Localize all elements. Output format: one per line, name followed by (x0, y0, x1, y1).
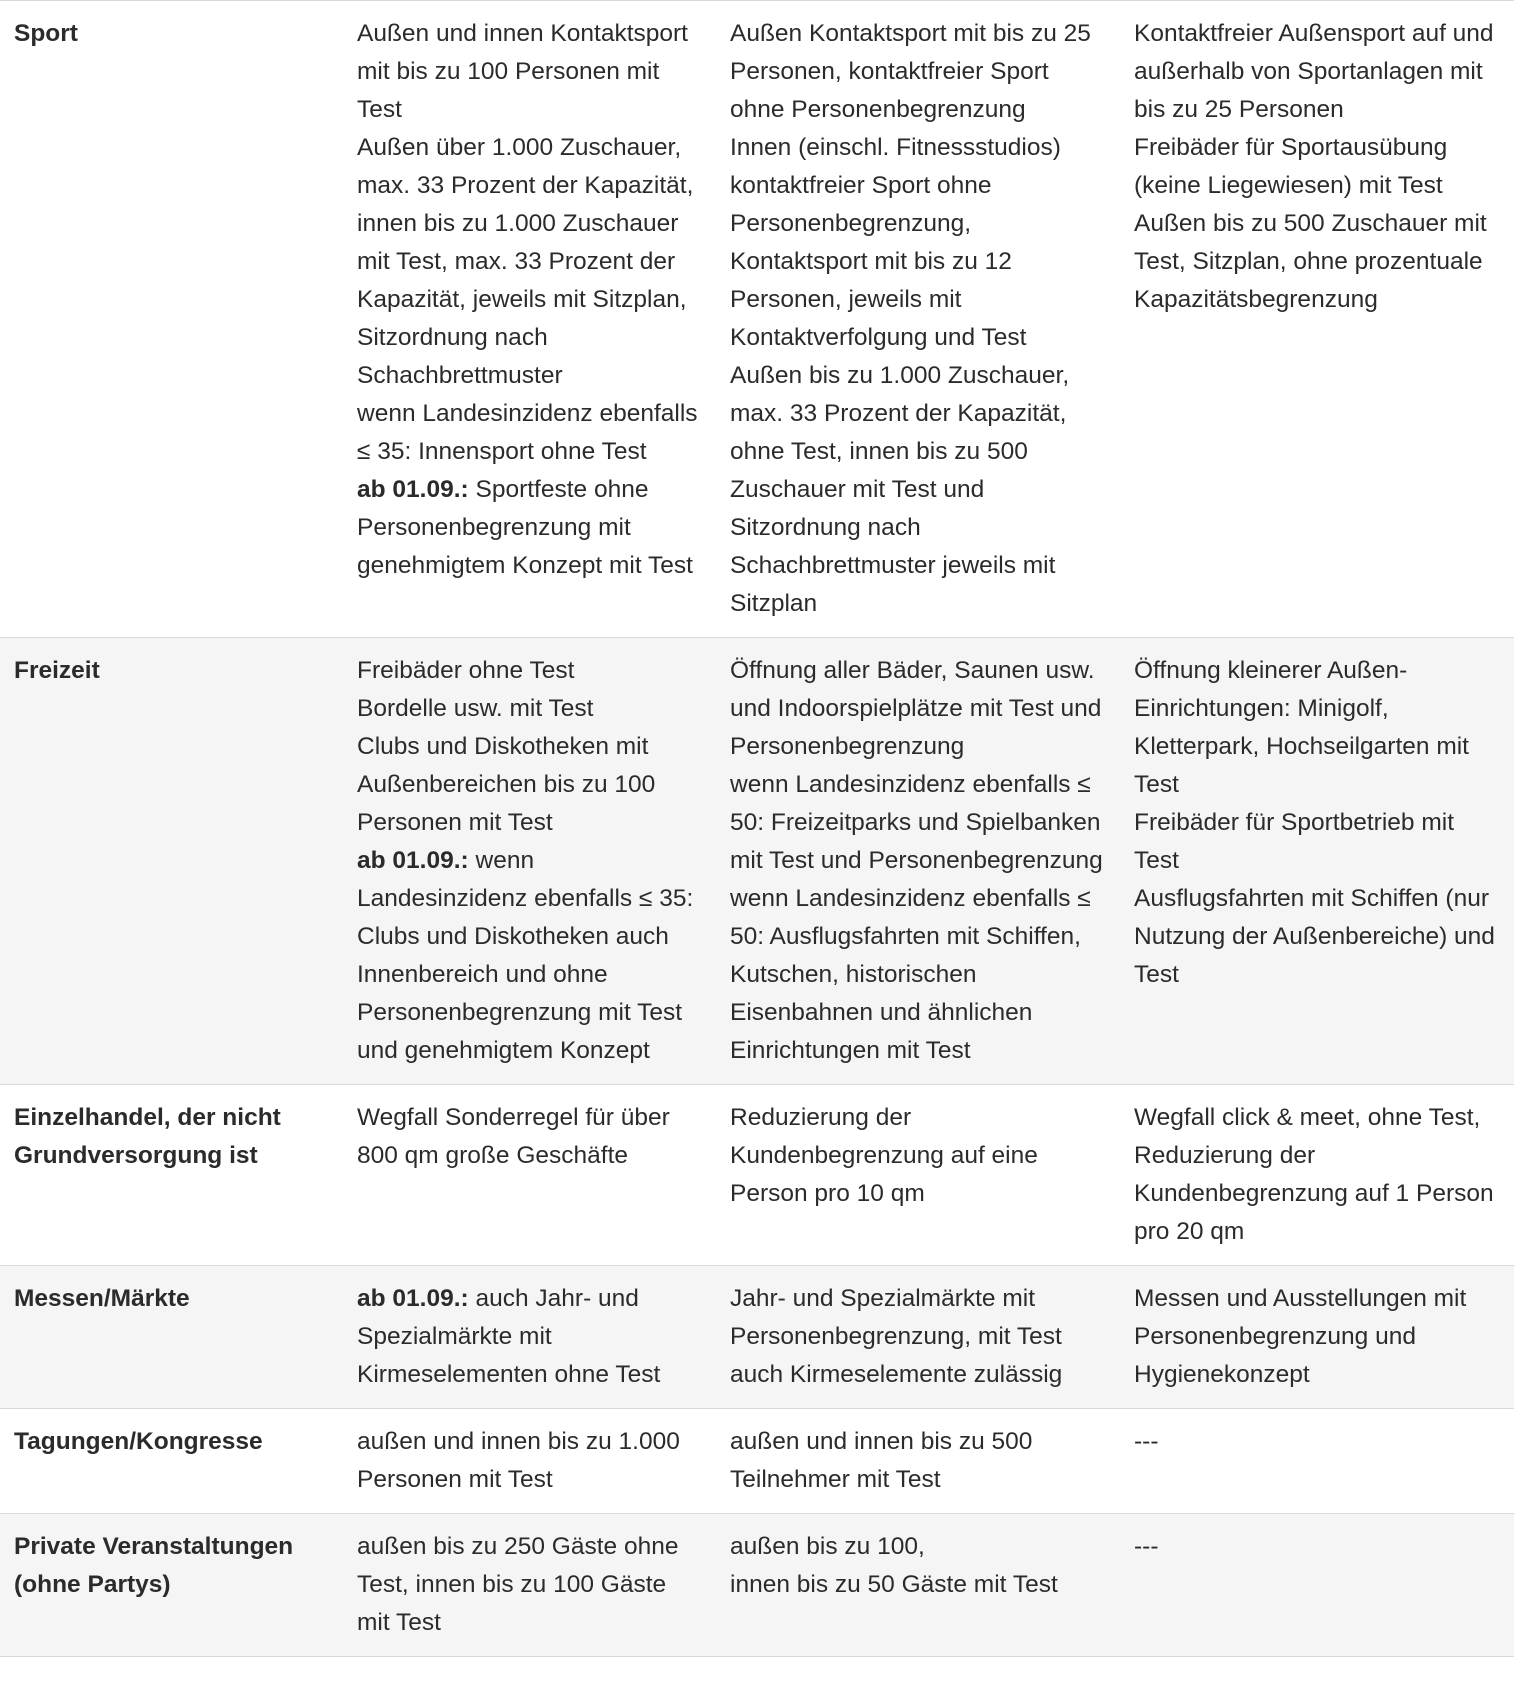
cell-line: Kontaktfreier Außensport auf und außerhalb von Sportanlagen mit bis zu 25 Personen (1134, 20, 1494, 123)
row-label: Tagungen/Kongresse (0, 1409, 343, 1514)
cell-line (357, 842, 702, 918)
cell-col1 (343, 1409, 716, 1514)
cell-line: Clubs und Diskotheken mit Außenbereichen bis zu 100 Personen mit Test (357, 733, 656, 836)
cell-col3 (1120, 1, 1514, 638)
cell-col1 (343, 1085, 716, 1266)
cell-line: Freibäder für Sportbetrieb mit Test (1134, 809, 1454, 874)
table-row-einzelhandel (0, 1085, 1514, 1266)
cell-col1 (343, 1514, 716, 1657)
cell-line: Ausflugsfahrten mit Schiffen (nur Nutzung der Außenbereiche) und Test (1134, 885, 1495, 988)
cell-col2 (716, 1266, 1120, 1409)
cell-col1 (343, 1266, 716, 1409)
cell-col3 (1120, 1085, 1514, 1266)
cell-line: wenn Landesinzidenz ebenfalls ≤ 35: Innensport ohne Test (357, 400, 698, 465)
table-row-tagungen (0, 1409, 1514, 1514)
cell-line: Bordelle usw. mit Test (357, 695, 594, 722)
cell-line: außen und innen bis zu 1.000 Personen mit Test (357, 1428, 680, 1493)
table-row-sport (0, 1, 1514, 638)
row-label: Messen/Märkte (0, 1266, 343, 1409)
table-row-freizeit (0, 638, 1514, 1085)
cell-col3 (1120, 638, 1514, 1085)
cell-line: --- (1134, 1533, 1159, 1560)
cell-line: Messen und Ausstellungen mit Personenbegrenzung und Hygienekonzept (1134, 1285, 1467, 1388)
cell-line: Clubs und Diskotheken auch Innenbereich und ohne Personenbegrenzung mit Test und genehmigtem Konzept (357, 923, 683, 1064)
cell-col1 (343, 1, 716, 638)
cell-line: außen und innen bis zu 500 Teilnehmer mit Test (730, 1428, 1033, 1493)
cell-line: Innen (einschl. Fitnessstudios) kontaktfreier Sport ohne Personenbegrenzung, Kontaktsport mit bis zu 12 Personen, jeweils mit Kontaktverfolgung und Test (730, 134, 1061, 351)
cell-line: Freibäder ohne Test (357, 657, 575, 684)
cell-line: Jahr- und Spezialmärkte mit Personenbegrenzung, mit Test auch Kirmeselemente zulässig (730, 1285, 1063, 1388)
cell-line (357, 1280, 702, 1394)
cell-line: außen bis zu 100, (730, 1533, 925, 1560)
cell-line: Außen bis zu 1.000 Zuschauer, max. 33 Prozent der Kapazität, ohne Test, innen bis zu 500 Zuschauer mit Test und Sitzordnung nach Schachbrettmuster jeweils mit Sitzplan (730, 362, 1070, 617)
cell-line: --- (1134, 1428, 1159, 1455)
cell-col1 (343, 638, 716, 1085)
row-label: Private Veranstaltungen (ohne Partys) (0, 1514, 343, 1657)
cell-line: wenn Landesinzidenz ebenfalls ≤ 50: Ausflugsfahrten mit Schiffen, Kutschen, historischen Eisenbahnen und ähnlichen Einrichtungen mit Test (730, 885, 1091, 1064)
cell-line: Außen über 1.000 Zuschauer, max. 33 Prozent der Kapazität, innen bis zu 1.000 Zuschauer mit Test, max. 33 Prozent der Kapazität, jeweils mit Sitzplan, Sitzordnung nach Schachbrettmuster (357, 134, 694, 389)
row-label: Einzelhandel, der nicht Grundversorgung ist (0, 1085, 343, 1266)
cell-text: wenn Landesinzidenz ebenfalls ≤ 35: (357, 847, 694, 912)
row-label: Freizeit (0, 638, 343, 1085)
cell-line: innen bis zu 50 Gäste mit Test (730, 1571, 1058, 1598)
cell-col2 (716, 1409, 1120, 1514)
cell-line: wenn Landesinzidenz ebenfalls ≤ 50: Freizeitparks und Spielbanken mit Test und Personenbegrenzung (730, 771, 1103, 874)
cell-line: Öffnung kleinerer Außen-Einrichtungen: Minigolf, Kletterpark, Hochseilgarten mit Test (1134, 657, 1469, 798)
cell-line: Wegfall click & meet, ohne Test, Reduzierung der Kundenbegrenzung auf 1 Person pro 20 qm (1134, 1104, 1494, 1245)
cell-line: Außen bis zu 500 Zuschauer mit Test, Sitzplan, ohne prozentuale Kapazitätsbegrenzung (1134, 210, 1487, 313)
cell-line: Reduzierung der Kundenbegrenzung auf eine Person pro 10 qm (730, 1104, 1038, 1207)
cell-line: Öffnung aller Bäder, Saunen usw. und Indoorspielplätze mit Test und Personenbegrenzung (730, 657, 1102, 760)
cell-text: auch Jahr- und Spezialmärkte mit Kirmeselementen ohne Test (357, 1285, 661, 1388)
row-label: Sport (0, 1, 343, 638)
cell-col3 (1120, 1514, 1514, 1657)
table-row-private-veranstaltungen (0, 1514, 1514, 1657)
cell-text: Sportfeste ohne Personenbegrenzung mit genehmigtem Konzept mit Test (357, 476, 693, 579)
table-row-messen (0, 1266, 1514, 1409)
cell-col2 (716, 1085, 1120, 1266)
cell-line: Außen Kontaktsport mit bis zu 25 Personen, kontaktfreier Sport ohne Personenbegrenzung (730, 20, 1091, 123)
cell-line: Außen und innen Kontaktsport mit bis zu 100 Personen mit Test (357, 20, 688, 123)
cell-col2 (716, 1, 1120, 638)
table-body (0, 1, 1514, 1657)
cell-line: Wegfall Sonderregel für über 800 qm große Geschäfte (357, 1104, 670, 1169)
cell-line (357, 471, 702, 585)
date-prefix: ab 01.09.: (357, 1285, 469, 1312)
date-prefix: ab 01.09.: (357, 476, 469, 503)
cell-col3 (1120, 1409, 1514, 1514)
cell-line: Freibäder für Sportausübung (keine Liegewiesen) mit Test (1134, 134, 1448, 199)
cell-col2 (716, 1514, 1120, 1657)
cell-col3 (1120, 1266, 1514, 1409)
date-prefix: ab 01.09.: (357, 847, 469, 874)
cell-line: außen bis zu 250 Gäste ohne Test, innen bis zu 100 Gäste mit Test (357, 1533, 679, 1636)
cell-col2 (716, 638, 1120, 1085)
